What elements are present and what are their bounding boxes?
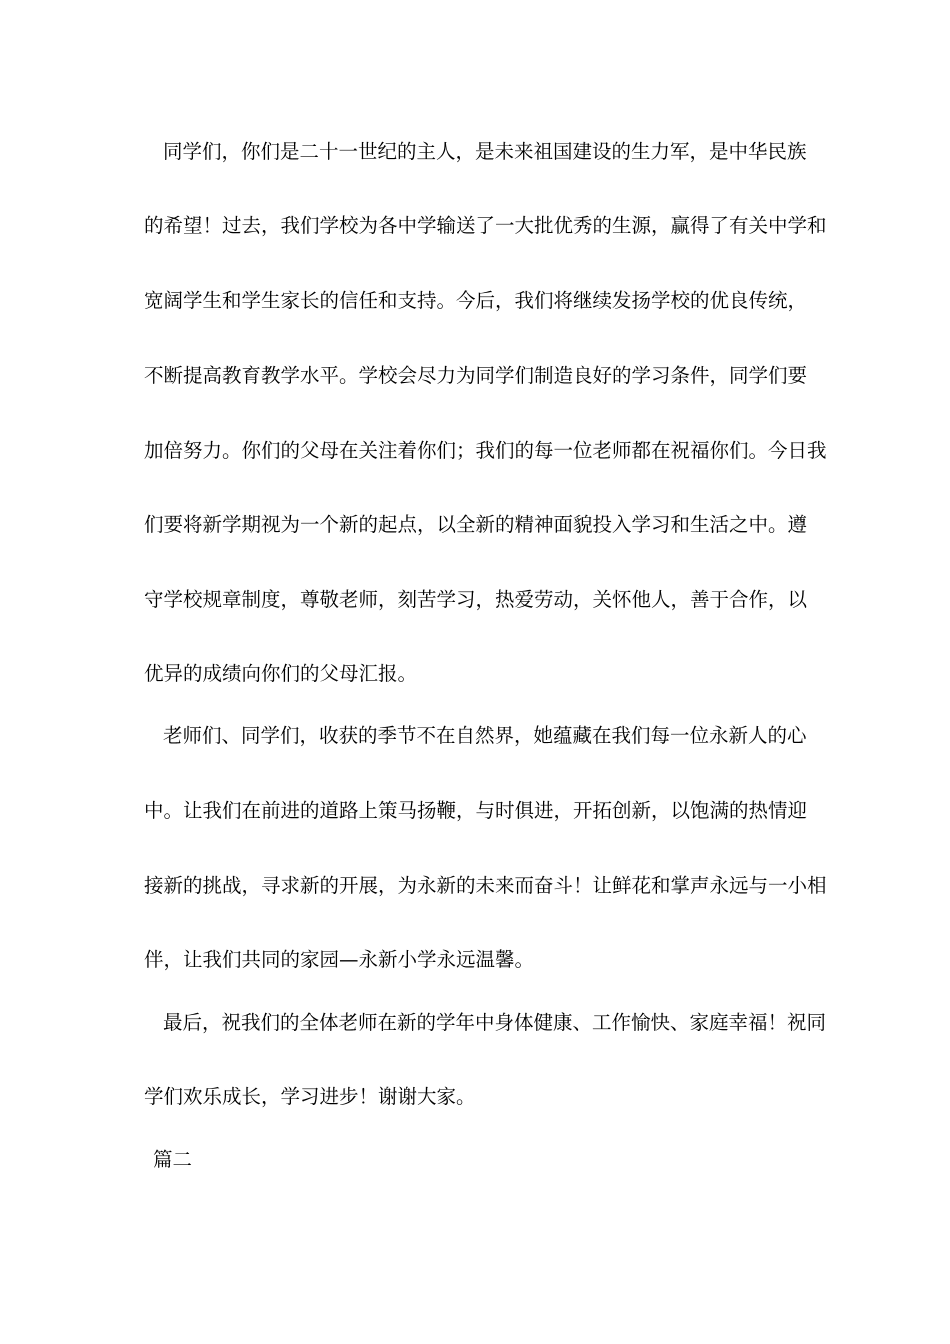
paragraph-2-line-4: 伴，让我们共同的家园—永新小学永远温馨。 xyxy=(144,948,535,971)
paragraph-1-line-4: 不断提高教育教学水平。学校会尽力为同学们制造良好的学习条件，同学们要 xyxy=(144,364,808,387)
paragraph-1-line-7: 守学校规章制度，尊敬老师，刻苦学习，热爱劳动，关怀他人，善于合作，以 xyxy=(144,588,808,611)
paragraph-2-line-2: 中。让我们在前进的道路上策马扬鞭，与时俱进，开拓创新，以饱满的热情迎 xyxy=(144,799,808,822)
paragraph-2-line-3: 接新的挑战，寻求新的开展，为永新的未来而奋斗！让鲜花和掌声永远与一小相 xyxy=(144,874,827,897)
paragraph-2-line-1: 老师们、同学们，收获的季节不在自然界，她蕴藏在我们每一位永新人的心 xyxy=(163,724,807,747)
paragraph-1-line-6: 们要将新学期视为一个新的起点，以全新的精神面貌投入学习和生活之中。遵 xyxy=(144,513,808,536)
paragraph-1-line-1: 同学们，你们是二十一世纪的主人，是未来祖国建设的生力军，是中华民族 xyxy=(163,140,807,163)
paragraph-1-line-3: 宽阔学生和学生家长的信任和支持。今后，我们将继续发扬学校的优良传统， xyxy=(144,289,808,312)
paragraph-3-line-1: 最后，祝我们的全体老师在新的学年中身体健康、工作愉快、家庭幸福！祝同 xyxy=(163,1011,827,1034)
paragraph-1-line-2: 的希望！过去，我们学校为各中学输送了一大批优秀的生源，赢得了有关中学和 xyxy=(144,214,827,237)
paragraph-1-line-5: 加倍努力。你们的父母在关注着你们；我们的每一位老师都在祝福你们。今日我 xyxy=(144,439,827,462)
section-heading: 篇二 xyxy=(153,1148,193,1171)
paragraph-1-line-8: 优异的成绩向你们的父母汇报。 xyxy=(144,662,418,685)
paragraph-3-line-2: 学们欢乐成长，学习进步！谢谢大家。 xyxy=(144,1085,476,1108)
